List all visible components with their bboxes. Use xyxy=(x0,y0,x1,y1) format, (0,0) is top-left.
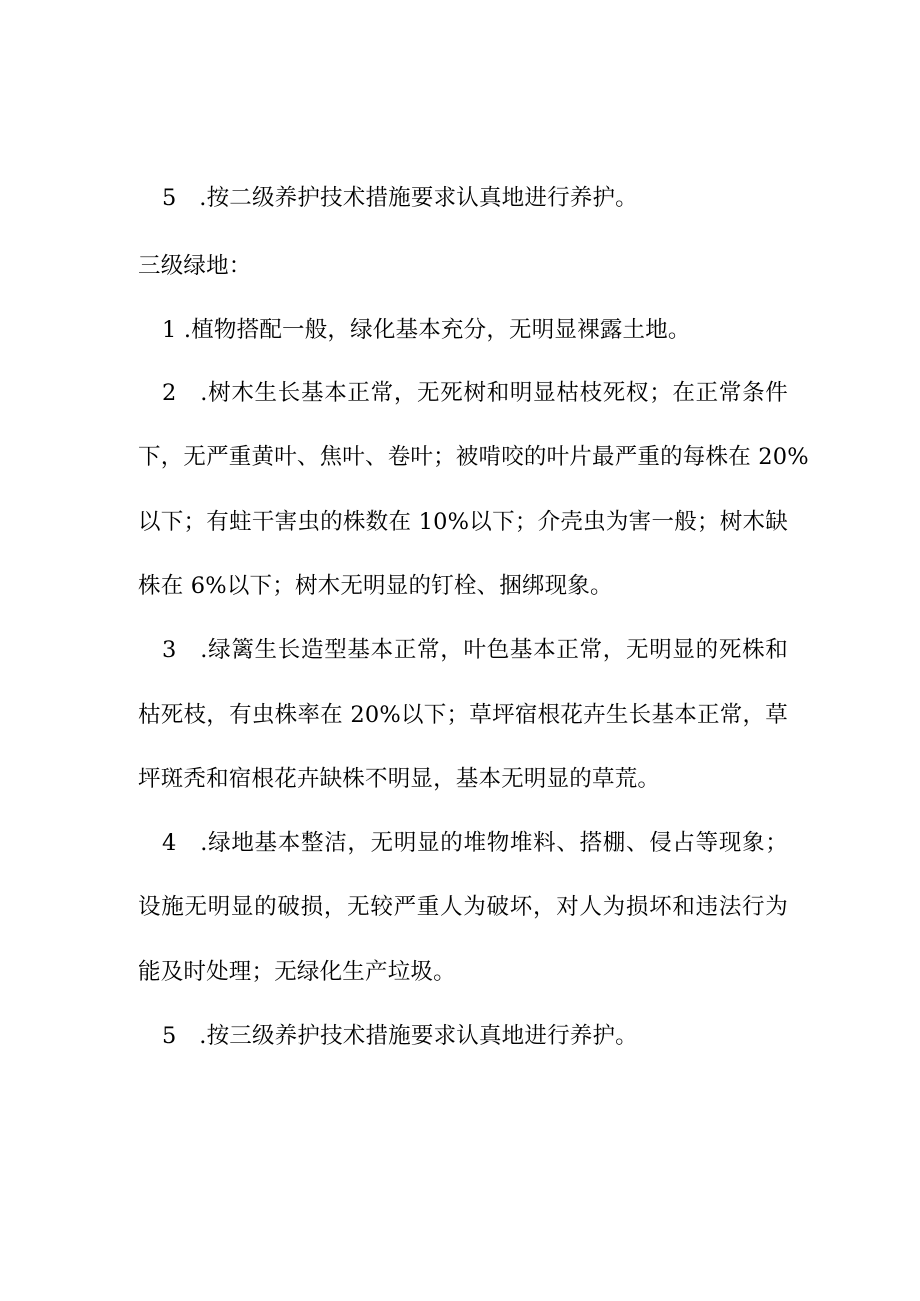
item-4-cleanliness-line-1: 4 .绿地基本整洁，无明显的堆物堆料、搭棚、侵占等现象； xyxy=(162,830,788,856)
item-4-cleanliness-line-2: 设施无明显的破损，无较严重人为破坏，对人为损坏和违法行为 xyxy=(138,894,788,920)
item-2-tree-growth-line-2: 下，无严重黄叶、焦叶、卷叶；被啃咬的叶片最严重的每株在 20% xyxy=(138,444,809,470)
item-2-tree-growth-line-1: 2 .树木生长基本正常，无死树和明显枯枝死杈；在正常条件 xyxy=(162,380,788,406)
item-3-hedge-lawn-line-1: 3 .绿篱生长造型基本正常，叶色基本正常，无明显的死株和 xyxy=(162,637,788,663)
item-5-grade2-maintenance: 5 .按二级养护技术措施要求认真地进行养护。 xyxy=(162,185,638,211)
section-heading-grade3-greenland: 三级绿地： xyxy=(138,253,252,279)
item-1-plant-layout: 1 .植物搭配一般，绿化基本充分，无明显裸露土地。 xyxy=(162,317,691,343)
item-4-cleanliness-line-3: 能及时处理；无绿化生产垃圾。 xyxy=(138,959,456,985)
item-3-hedge-lawn-line-2: 枯死枝，有虫株率在 20%以下；草坪宿根花卉生长基本正常，草 xyxy=(138,702,788,728)
item-3-hedge-lawn-line-3: 坪斑秃和宿根花卉缺株不明显，基本无明显的草荒。 xyxy=(138,766,661,792)
item-2-tree-growth-line-4: 株在 6%以下；树木无明显的钉栓、捆绑现象。 xyxy=(138,573,613,599)
item-5-grade3-maintenance: 5 .按三级养护技术措施要求认真地进行养护。 xyxy=(162,1023,638,1049)
item-2-tree-growth-line-3: 以下；有蛀干害虫的株数在 10%以下；介壳虫为害一般；树木缺 xyxy=(138,509,788,535)
